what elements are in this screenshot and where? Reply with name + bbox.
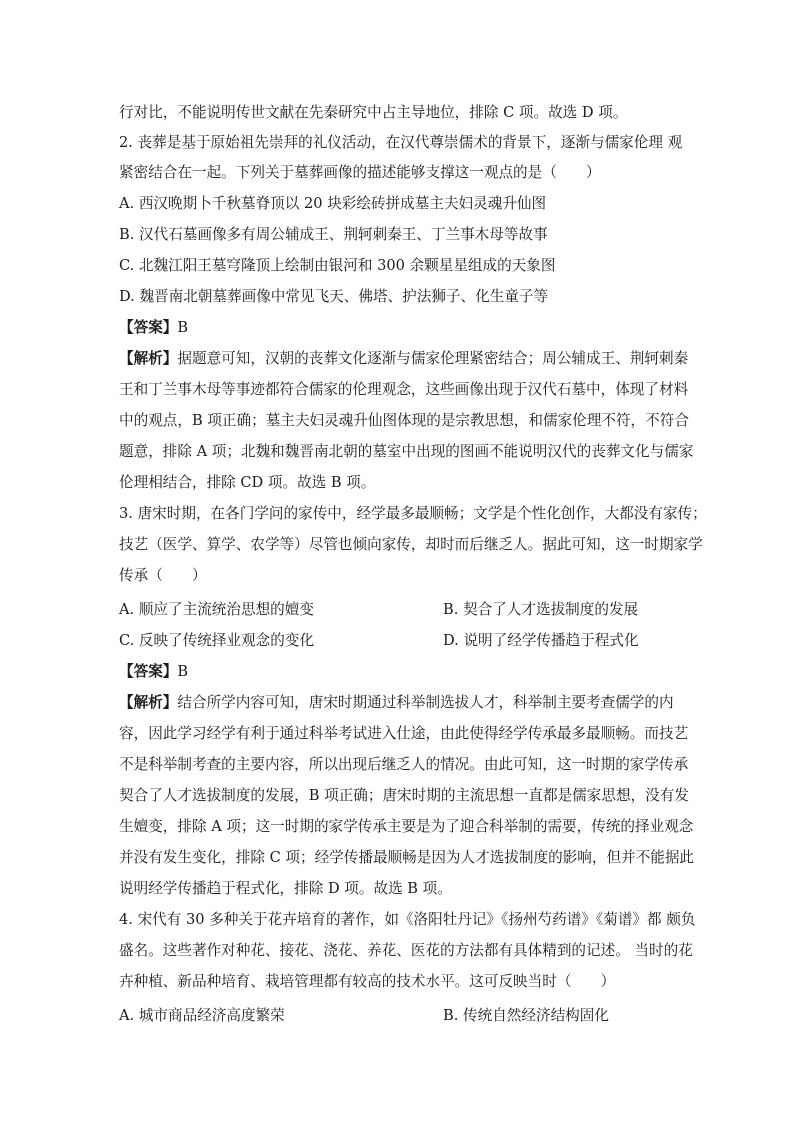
question-2-stem: 2. 丧葬是基于原始祖先崇拜的礼仪活动，在汉代尊崇儒术的背景下，逐渐与儒家伦理 观 [119, 134, 683, 151]
question-3-stem-cont: 技艺（医学、算学、农学等）尽管也倾向家传，却时而后继乏人。据此可知，这一时期家学 [119, 536, 703, 553]
question-3-analysis [119, 693, 734, 713]
analysis-text: 据题意可知，汉朝的丧葬文化逐渐与儒家伦理紧密结合；周公辅成王、荆轲刺秦 [177, 350, 689, 367]
answer-label: 【答案】 [119, 319, 178, 336]
question-4-stem: 4. 宋代有 30 多种关于花卉培育的著作，如《洛阳牡丹记》《扬州芍药谱》《菊谱》都 颇负 [119, 911, 696, 928]
question-2-answer [119, 318, 734, 338]
text-line: 生嬗变，排除 A 项；这一时期的家学传承主要是为了迎合科举制的需要，传统的择业观念 [119, 818, 694, 835]
text-line: 王和丁兰事木母等事迹都符合儒家的伦理观念，这些画像出现于汉代石墓中，体现了材料 [119, 381, 689, 398]
analysis-label: 【解析】 [119, 694, 178, 711]
answer-value: B [177, 663, 189, 680]
question-4-option-b: B. 传统自然经济结构固化 [443, 1007, 609, 1024]
text-line: 行对比，不能说明传世文献在先秦研究中占主导地位，排除 C 项。故选 D 项。 [119, 104, 628, 121]
question-2-stem-cont: 紧密结合在一起。下列关于墓葬画像的描述能够支撑这一观点的是（ ） [119, 164, 601, 181]
text-line: 伦理相结合，排除 CD 项。故选 B 项。 [119, 474, 376, 491]
question-2-option-a: A. 西汉晚期卜千秋墓脊顶以 20 块彩绘砖拼成墓主夫妇灵魂升仙图 [119, 195, 547, 212]
question-3-option-c: C. 反映了传统择业观念的变化 [119, 632, 315, 649]
question-2-option-d: D. 魏晋南北朝墓葬画像中常见飞天、佛塔、护法狮子、化生童子等 [119, 288, 549, 305]
question-3-stem: 3. 唐宋时期，在各门学问的家传中，经学最多最顺畅；文学是个性化创作，大都没有家传； [119, 505, 707, 522]
question-3-options-row-2 [119, 631, 734, 651]
text-line: 不是科举制考查的主要内容，所以出现后继乏人的情况。由此可知，这一时期的家学传承 [119, 756, 689, 773]
question-3-options-row-1 [119, 600, 734, 620]
answer-label: 【答案】 [119, 663, 178, 680]
question-4-option-a: A. 城市商品经济高度繁荣 [119, 1007, 285, 1024]
question-2-option-c: C. 北魏江阳王墓穹隆顶上绘制由银河和 300 余颗星星组成的天象图 [119, 257, 556, 274]
question-2-option-b: B. 汉代石墓画像多有周公辅成王、荆轲刺秦王、丁兰事木母等故事 [119, 226, 548, 243]
text-line: 题意，排除 A 项；北魏和魏晋南北朝的墓室中出现的图画不能说明汉代的丧葬文化与儒家 [119, 443, 694, 460]
text-line: 中的观点，B 项正确；墓主夫妇灵魂升仙图体现的是宗教思想，和儒家伦理不符，不符合 [119, 412, 689, 429]
question-3-option-a: A. 顺应了主流统治思想的嬗变 [119, 601, 314, 618]
text-line: 并没有发生变化，排除 C 项；经学传播最顺畅是因为人才选拔制度的影响，但并不能据此 [119, 849, 695, 866]
text-line: 说明经学传播趋于程式化，排除 D 项。故选 B 项。 [119, 880, 452, 897]
analysis-label: 【解析】 [119, 350, 178, 367]
question-3-answer [119, 662, 734, 682]
analysis-text: 结合所学内容可知，唐宋时期通过科举制选拔人才，科举制主要考查儒学的内 [177, 694, 674, 711]
question-3-option-d: D. 说明了经学传播趋于程式化 [443, 632, 639, 649]
text-line: 契合了人才选拔制度的发展，B 项正确；唐宋时期的主流思想一直都是儒家思想，没有发 [119, 787, 689, 804]
question-4-options-row-1 [119, 1006, 734, 1026]
question-4-stem-cont: 卉种植、新品种培育、栽培管理都有较高的技术水平。这可反映当时（ ） [119, 973, 616, 990]
question-3-stem-cont: 传承（ ） [119, 567, 207, 584]
question-2-analysis [119, 349, 734, 369]
answer-value: B [177, 319, 189, 336]
question-3-option-b: B. 契合了人才选拔制度的发展 [443, 601, 639, 618]
text-line: 容，因此学习经学有利于通过科举考试进入仕途，由此使得经学传承最多最顺畅。而技艺 [119, 725, 689, 742]
question-4-stem-cont: 盛名。这些著作对种花、接花、浇花、养花、医花的方法都有具体精到的记述。 当时的花 [119, 942, 693, 959]
